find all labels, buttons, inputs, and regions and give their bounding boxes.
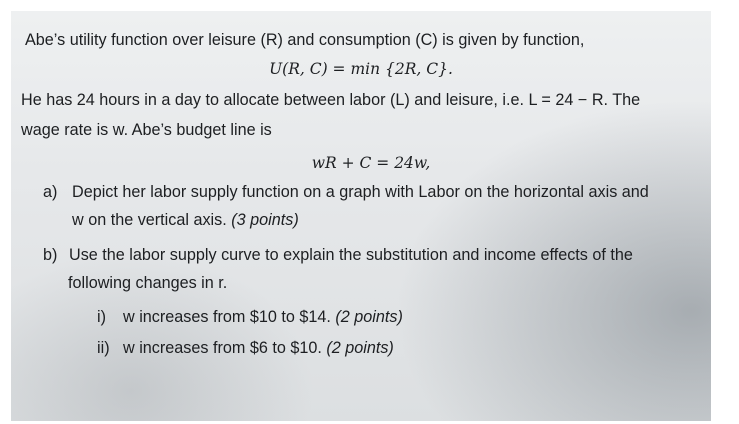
utility-equation: U(R, C) = min {2R, C}.: [269, 60, 453, 78]
part-b-line2: following changes in r.: [68, 274, 228, 292]
budget-equation: wR + C = 24w,: [311, 154, 431, 172]
part-a-points: (3 points): [231, 211, 299, 229]
item-i-points: (2 points): [335, 308, 403, 326]
item-i-text: w increases from $10 to $14.: [123, 308, 331, 326]
item-i-label: i): [97, 308, 106, 326]
item-i: [97, 307, 403, 327]
item-ii: [97, 338, 394, 358]
part-b-label: b): [43, 246, 58, 264]
item-ii-points: (2 points): [326, 339, 394, 357]
wage-line: wage rate is w. Abe’s budget line is: [21, 121, 272, 139]
part-a-label: a): [43, 183, 58, 201]
part-a: [43, 182, 649, 202]
part-b-line1: Use the labor supply curve to explain the substitution and income effects of the: [69, 246, 633, 264]
part-a-continued: [72, 210, 299, 230]
item-ii-label: ii): [97, 339, 110, 357]
hours-line: He has 24 hours in a day to allocate between labor (L) and leisure, i.e. L = 24 − R. The: [21, 91, 641, 109]
intro-line: Abe’s utility function over leisure (R) and consumption (C) is given by function,: [25, 31, 585, 49]
part-b: [43, 245, 633, 265]
part-a-line2: w on the vertical axis.: [72, 211, 227, 229]
item-ii-text: w increases from $6 to $10.: [123, 339, 322, 357]
part-a-line1: Depict her labor supply function on a graph with Labor on the horizontal axis and: [72, 183, 649, 201]
document-photo: [11, 11, 711, 421]
